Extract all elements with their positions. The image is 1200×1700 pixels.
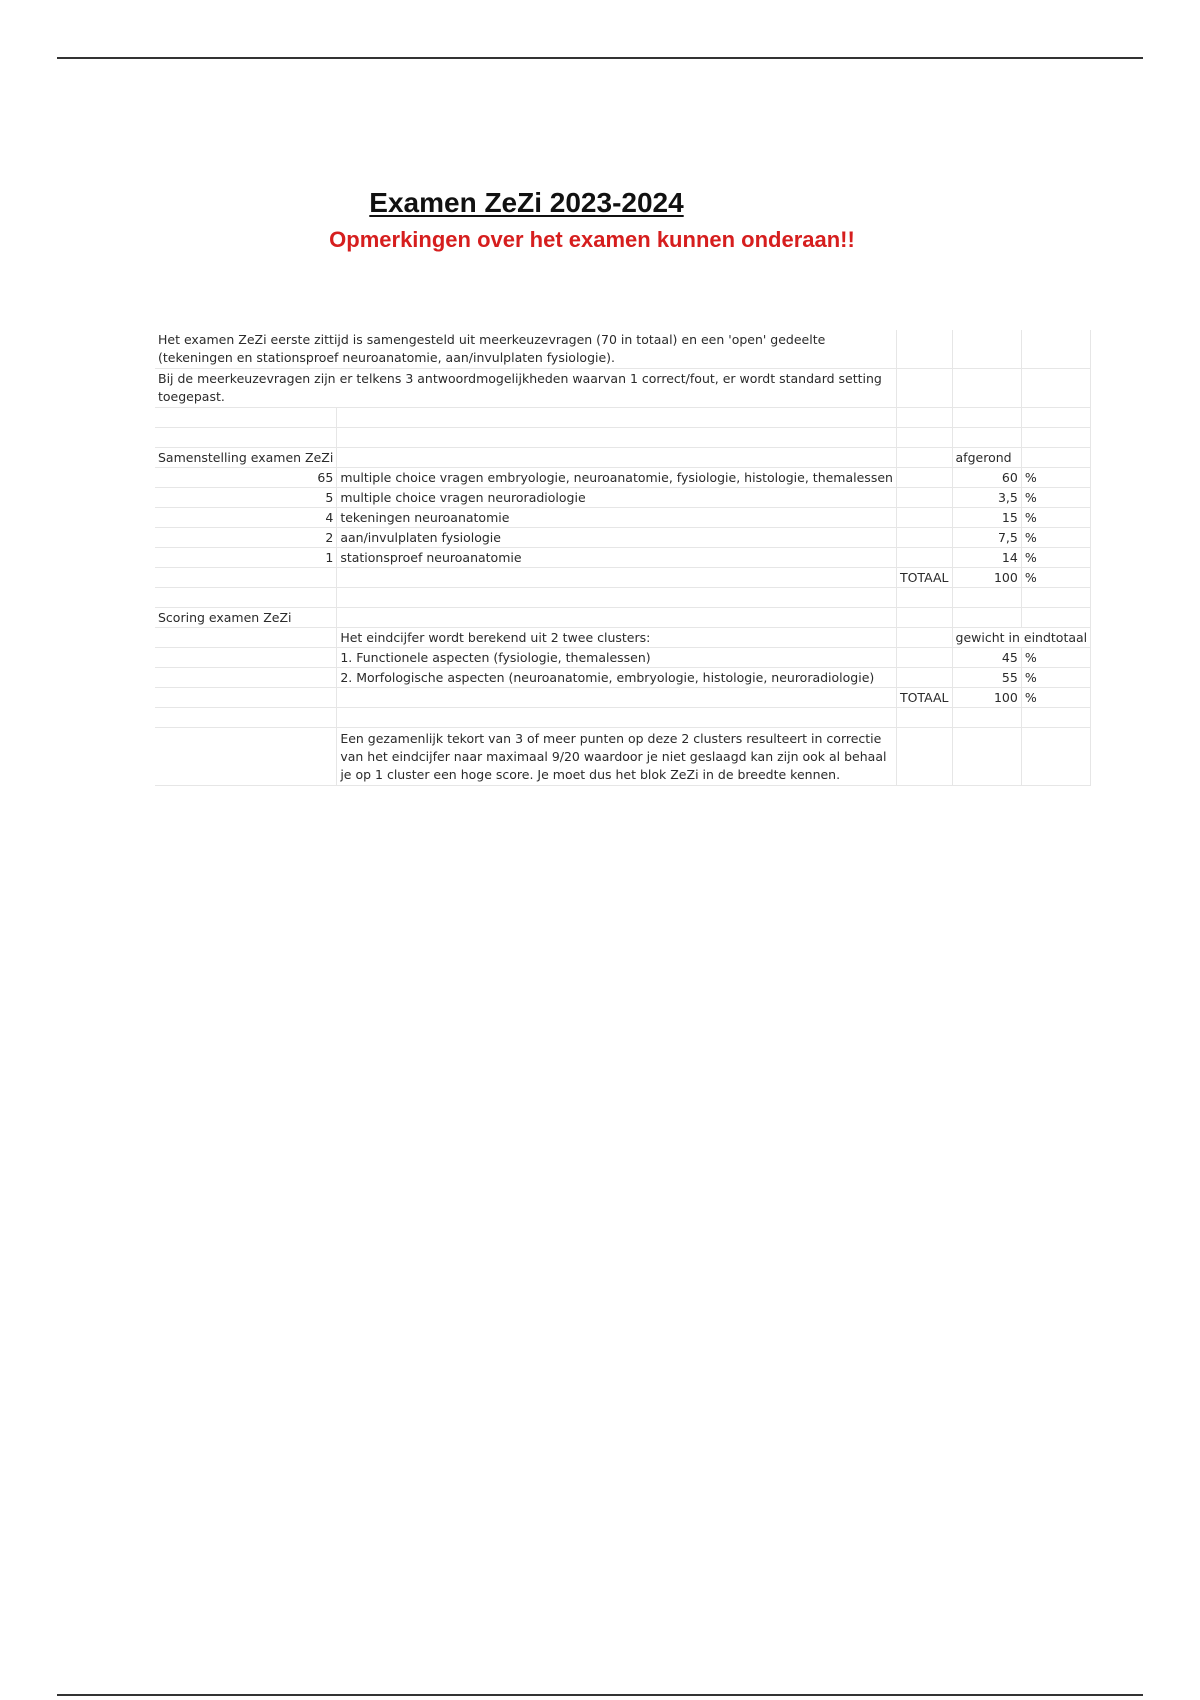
scoring-value: 45 [952,648,1021,668]
weight-header: gewicht in eindtotaal [952,628,1091,648]
scoring-note-row [155,728,1091,786]
composition-count: 65 [155,468,337,488]
composition-unit: % [1021,468,1090,488]
composition-label: multiple choice vragen neuroradiologie [337,488,897,508]
intro-row-2 [155,369,1091,408]
scoring-label: 2. Morfologische aspecten (neuroanatomie, embryologie, histologie, neuroradiologie) [337,668,897,688]
rounded-header: afgerond [952,448,1021,468]
composition-unit: % [1021,548,1090,568]
composition-row [155,548,1091,568]
composition-value: 3,5 [952,488,1021,508]
composition-count: 2 [155,528,337,548]
composition-count: 4 [155,508,337,528]
composition-row [155,528,1091,548]
scoring-row [155,648,1091,668]
scoring-total-label: TOTAAL [896,688,952,708]
composition-label: stationsproef neuroanatomie [337,548,897,568]
intro-text-1: Het examen ZeZi eerste zittijd is samengesteld uit meerkeuzevragen (70 in totaal) en een 'open' gedeelte (tekeningen en stationsproef neuroanatomie, aan/invulplaten fysiologie). [155,330,896,369]
composition-value: 60 [952,468,1021,488]
scoring-intro: Het eindcijfer wordt berekend uit 2 twee clusters: [337,628,897,648]
composition-label: aan/invulplaten fysiologie [337,528,897,548]
empty-row [155,588,1091,608]
scoring-heading-row [155,608,1091,628]
scoring-intro-row [155,628,1091,648]
empty-row [155,708,1091,728]
top-rule [57,57,1143,59]
scoring-unit: % [1021,648,1090,668]
composition-total-value: 100 [952,568,1021,588]
composition-row [155,468,1091,488]
empty-row [155,408,1091,428]
composition-count: 5 [155,488,337,508]
composition-unit: % [1021,488,1090,508]
empty-row [155,428,1091,448]
scoring-label: 1. Functionele aspecten (fysiologie, themalessen) [337,648,897,668]
scoring-value: 55 [952,668,1021,688]
exam-spreadsheet [155,330,1091,786]
composition-heading: Samenstelling examen ZeZi [155,448,337,468]
composition-total-label: TOTAAL [896,568,952,588]
intro-row-1 [155,330,1091,369]
scoring-total-unit: % [1021,688,1090,708]
scoring-heading: Scoring examen ZeZi [155,608,337,628]
page-title [0,187,1053,219]
composition-count: 1 [155,548,337,568]
scoring-note: Een gezamenlijk tekort van 3 of meer punten op deze 2 clusters resulteert in correctie van het eindcijfer naar maximaal 9/20 waardoor je niet geslaagd kan zijn ook al behaal je op 1 cluster een hoge score. Je moet dus het blok ZeZi in de breedte kennen. [337,728,897,786]
scoring-total-row [155,688,1091,708]
composition-value: 15 [952,508,1021,528]
composition-unit: % [1021,528,1090,548]
composition-unit: % [1021,508,1090,528]
page-title-text: Examen ZeZi 2023-2024 [369,187,684,218]
composition-row [155,508,1091,528]
page-subtitle: Opmerkingen over het examen kunnen onderaan!! [329,227,855,252]
composition-total-row [155,568,1091,588]
composition-label: tekeningen neuroanatomie [337,508,897,528]
composition-value: 7,5 [952,528,1021,548]
composition-heading-row [155,448,1091,468]
composition-value: 14 [952,548,1021,568]
scoring-row [155,668,1091,688]
composition-total-unit: % [1021,568,1090,588]
scoring-unit: % [1021,668,1090,688]
bottom-rule [57,1694,1143,1696]
composition-row [155,488,1091,508]
composition-label: multiple choice vragen embryologie, neuroanatomie, fysiologie, histologie, themalessen [337,468,897,488]
intro-text-2: Bij de meerkeuzevragen zijn er telkens 3 antwoordmogelijkheden waarvan 1 correct/fout, er wordt standard setting toegepast. [155,369,896,408]
scoring-total-value: 100 [952,688,1021,708]
